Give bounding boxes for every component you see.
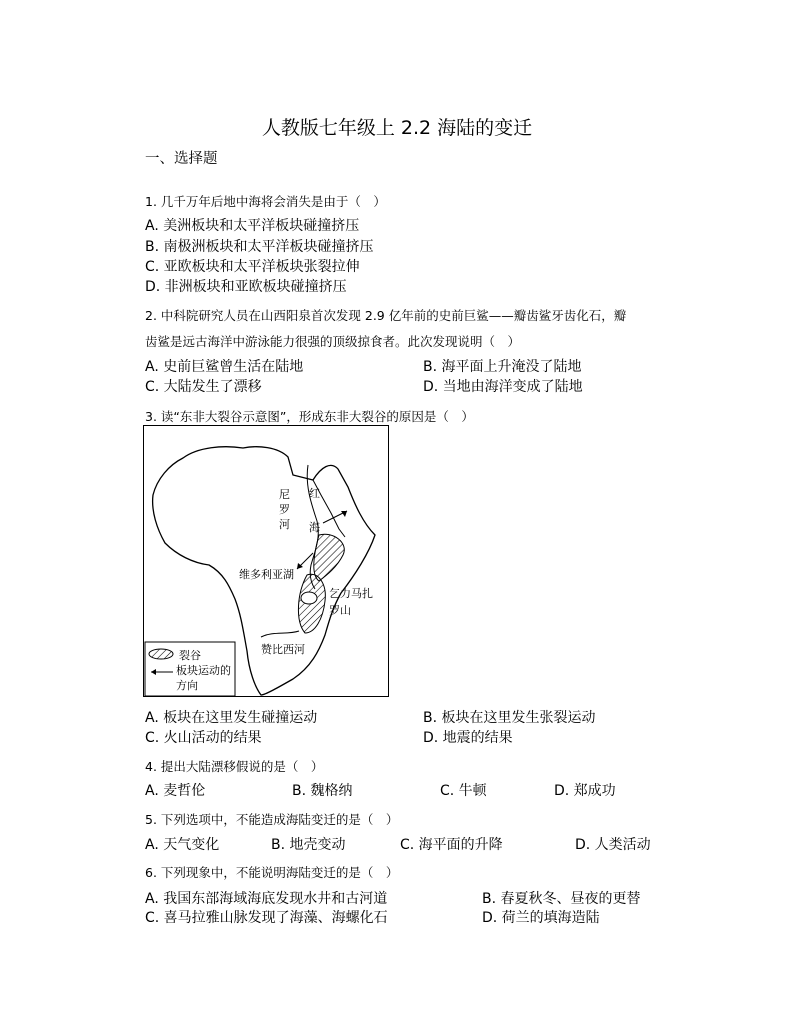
question-4-stem: 4. 提出大陆漂移假说的是（ ） xyxy=(145,759,324,774)
question-1-stem: 1. 几千万年后地中海将会消失是由于（ ） xyxy=(145,194,386,209)
legend-arrow-label: 板块运动的方向 xyxy=(176,664,231,692)
question-2-option-b[interactable]: B. 海平面上升淹没了陆地 xyxy=(423,359,582,375)
question-6-option-c[interactable]: C. 喜马拉雅山脉发现了海藻、海螺化石 xyxy=(145,910,388,926)
question-2-stem-line-1: 2. 中科院研究人员在山西阳泉首次发现 2.9 亿年前的史前巨鲨——瓣齿鲨牙齿化石，瓣 xyxy=(145,308,627,323)
section-heading: 一、选择题 xyxy=(145,151,218,167)
question-6-option-a[interactable]: A. 我国东部海域海底发现水井和古河道 xyxy=(145,891,388,907)
question-6-stem: 6. 下列现象中，不能说明海陆变迁的是（ ） xyxy=(145,865,399,880)
question-4-option-c[interactable]: C. 牛顿 xyxy=(440,783,487,799)
question-2-stem-line-2: 齿鲨是远古海洋中游泳能力很强的顶级掠食者。此次发现说明（ ） xyxy=(145,334,521,349)
page-title: 人教版七年级上 2.2 海陆的变迁 xyxy=(261,117,533,139)
question-1-option-c[interactable]: C. 亚欧板块和太平洋板块张裂拉伸 xyxy=(145,259,360,275)
label-red-sea: 红海 xyxy=(309,487,320,534)
question-4-option-b[interactable]: B. 魏格纳 xyxy=(292,783,353,799)
question-5-option-b[interactable]: B. 地壳变动 xyxy=(271,837,346,853)
question-3-option-b[interactable]: B. 板块在这里发生张裂运动 xyxy=(423,710,596,726)
label-zambezi: 赞比西河 xyxy=(261,643,305,656)
label-nile: 尼罗河 xyxy=(279,488,290,531)
question-5-stem: 5. 下列选项中，不能造成海陆变迁的是（ ） xyxy=(145,812,399,827)
question-3-option-a[interactable]: A. 板块在这里发生碰撞运动 xyxy=(145,710,318,726)
label-kilimanjaro: 乞力马扎罗山 xyxy=(329,587,373,617)
question-5-option-c[interactable]: C. 海平面的升降 xyxy=(400,837,503,853)
label-victoria: 维多利亚湖 xyxy=(239,568,294,581)
question-5-option-d[interactable]: D. 人类活动 xyxy=(575,837,651,853)
question-5-option-a[interactable]: A. 天气变化 xyxy=(145,837,220,853)
question-4-option-d[interactable]: D. 郑成功 xyxy=(554,783,616,799)
legend-rift-swatch xyxy=(149,649,173,659)
question-1-option-b[interactable]: B. 南极洲板块和太平洋板块碰撞挤压 xyxy=(145,239,374,255)
question-6-option-d[interactable]: D. 荷兰的填海造陆 xyxy=(482,910,600,926)
question-2-option-d[interactable]: D. 当地由海洋变成了陆地 xyxy=(423,379,583,395)
question-2-option-a[interactable]: A. 史前巨鲨曾生活在陆地 xyxy=(145,359,304,375)
question-3-option-d[interactable]: D. 地震的结果 xyxy=(423,730,513,746)
legend-rift-label: 裂谷 xyxy=(179,649,201,662)
question-1-option-a[interactable]: A. 美洲板块和太平洋板块碰撞挤压 xyxy=(145,218,360,234)
east-african-rift-map xyxy=(143,425,389,697)
question-6-option-b[interactable]: B. 春夏秋冬、昼夜的更替 xyxy=(482,891,641,907)
lake-victoria xyxy=(301,592,317,604)
question-1-option-d[interactable]: D. 非洲板块和亚欧板块碰撞挤压 xyxy=(145,279,347,295)
question-3-stem: 3. 读“东非大裂谷示意图”，形成东非大裂谷的原因是（ ） xyxy=(145,409,474,424)
question-4-option-a[interactable]: A. 麦哲伦 xyxy=(145,783,206,799)
question-2-option-c[interactable]: C. 大陆发生了漂移 xyxy=(145,379,262,395)
question-3-option-c[interactable]: C. 火山活动的结果 xyxy=(145,730,262,746)
